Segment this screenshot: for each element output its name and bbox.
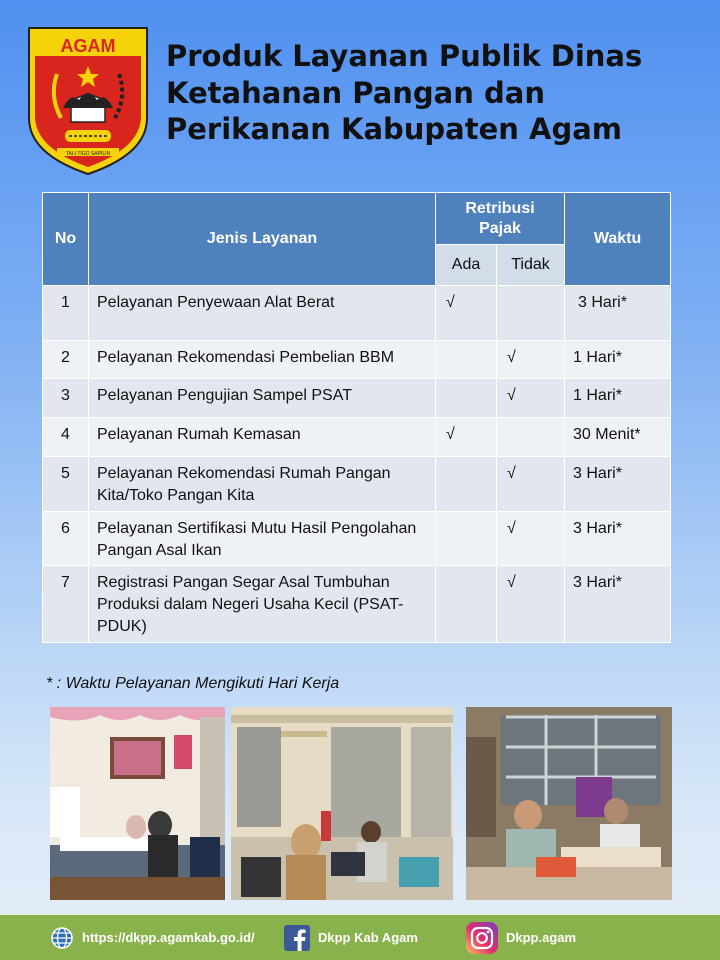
facebook-name[interactable]: Dkpp Kab Agam: [318, 930, 418, 945]
table-row: [43, 457, 671, 512]
row-no: 2: [43, 341, 89, 379]
row-layanan: Pelayanan Penyewaan Alat Berat: [89, 286, 436, 341]
row-waktu: 3 Hari*: [565, 286, 671, 341]
instagram-handle[interactable]: Dkpp.agam: [506, 930, 577, 945]
row-no: 5: [43, 457, 89, 512]
row-tidak: √: [497, 566, 565, 643]
row-waktu: 3 Hari*: [565, 566, 671, 643]
table-row: [43, 379, 671, 418]
logo-text: AGAM: [60, 36, 116, 56]
row-tidak: √: [497, 341, 565, 379]
row-waktu: 3 Hari*: [565, 457, 671, 512]
header-waktu: Waktu: [565, 193, 671, 286]
logo-motto: TALI TIGO SAPILIN: [65, 151, 111, 157]
office-photo-1: [50, 707, 225, 900]
title-line-1: Produk Layanan Publik Dinas: [166, 39, 643, 73]
row-ada: [436, 566, 497, 643]
footer-bar: [0, 915, 720, 960]
row-waktu: 3 Hari*: [565, 512, 671, 566]
website-link[interactable]: https://dkpp.agamkab.go.id/: [82, 930, 255, 945]
title-line-3: Perikanan Kabupaten Agam: [166, 112, 623, 146]
row-no: 3: [43, 379, 89, 418]
facebook-icon: [284, 925, 310, 951]
row-tidak: √: [497, 457, 565, 512]
row-waktu: 1 Hari*: [565, 341, 671, 379]
header-retribusi-pajak: Retribusi Pajak: [436, 193, 565, 245]
row-ada: [436, 457, 497, 512]
table-row: [43, 566, 671, 643]
service-table: [42, 192, 671, 643]
row-no: 6: [43, 512, 89, 566]
row-ada: √: [436, 286, 497, 341]
office-photo-3: [466, 707, 672, 900]
table-row: [43, 341, 671, 379]
footer-website[interactable]: [50, 915, 255, 960]
table-row: [43, 286, 671, 341]
row-layanan: Pelayanan Pengujian Sampel PSAT: [89, 379, 436, 418]
row-no: 4: [43, 418, 89, 457]
row-layanan: Registrasi Pangan Segar Asal Tumbuhan Produksi dalam Negeri Usaha Kecil (PSAT-PDUK): [89, 566, 436, 643]
row-tidak: [497, 286, 565, 341]
row-layanan: Pelayanan Sertifikasi Mutu Hasil Pengolahan Pangan Asal Ikan: [89, 512, 436, 566]
globe-icon: [50, 926, 74, 950]
table-row: [43, 418, 671, 457]
row-tidak: [497, 418, 565, 457]
row-no: 1: [43, 286, 89, 341]
row-layanan: Pelayanan Rekomendasi Rumah Pangan Kita/Toko Pangan Kita: [89, 457, 436, 512]
title-line-2: Ketahanan Pangan dan: [166, 75, 545, 110]
row-ada: [436, 341, 497, 379]
header-no: No: [43, 193, 89, 286]
row-layanan: Pelayanan Rumah Kemasan: [89, 418, 436, 457]
office-photo-2: [231, 707, 453, 900]
table-row: [43, 512, 671, 566]
row-tidak: √: [497, 512, 565, 566]
footer-facebook[interactable]: [284, 915, 418, 960]
instagram-icon: [466, 922, 498, 954]
row-layanan: Pelayanan Rekomendasi Pembelian BBM: [89, 341, 436, 379]
row-ada: [436, 379, 497, 418]
page-title: [166, 38, 696, 148]
header-ada: Ada: [436, 245, 497, 286]
row-waktu: 1 Hari*: [565, 379, 671, 418]
row-waktu: 30 Menit*: [565, 418, 671, 457]
row-no: 7: [43, 566, 89, 643]
header-jenis-layanan: Jenis Layanan: [89, 193, 436, 286]
row-ada: [436, 512, 497, 566]
footnote: * : Waktu Pelayanan Mengikuti Hari Kerja: [46, 675, 340, 692]
header-tidak: Tidak: [497, 245, 565, 286]
agam-logo: [27, 26, 149, 176]
row-tidak: √: [497, 379, 565, 418]
row-ada: √: [436, 418, 497, 457]
footer-instagram[interactable]: [466, 915, 576, 960]
